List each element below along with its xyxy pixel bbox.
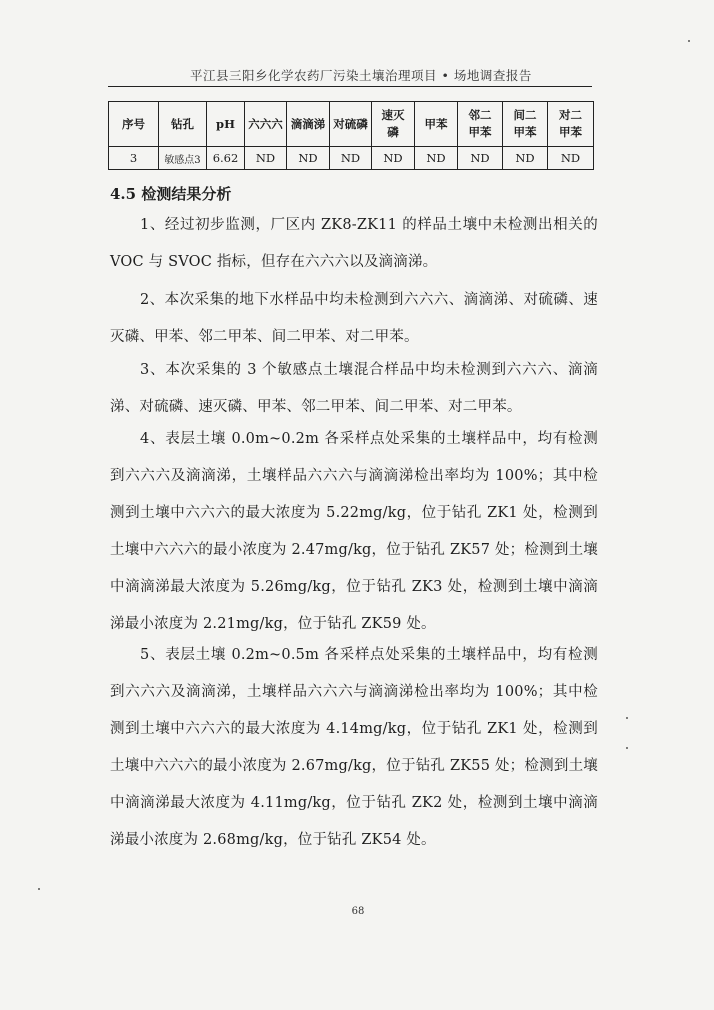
table-cell: ND xyxy=(548,147,594,170)
scan-speck xyxy=(626,717,628,719)
table-header-cell: 甲苯 xyxy=(415,102,458,147)
scan-speck xyxy=(688,40,690,42)
results-table xyxy=(108,101,594,170)
table-header-cell: 对二甲苯 xyxy=(548,102,594,147)
section-heading: 4.5 检测结果分析 xyxy=(110,185,232,203)
table-cell: 3 xyxy=(109,147,159,170)
table-header-row xyxy=(109,102,594,147)
table-header-cell: 六六六 xyxy=(245,102,287,147)
scan-speck xyxy=(626,747,628,749)
table-cell: ND xyxy=(245,147,287,170)
table-header-cell: 速灭磷 xyxy=(372,102,415,147)
scan-speck xyxy=(38,888,40,890)
table-cell: 6.62 xyxy=(207,147,245,170)
table-cell: ND xyxy=(415,147,458,170)
page-number: 68 xyxy=(351,906,365,917)
table-header-cell: 滴滴涕 xyxy=(287,102,330,147)
table-cell: ND xyxy=(503,147,548,170)
table-header-cell: 邻二甲苯 xyxy=(458,102,503,147)
table-cell: ND xyxy=(287,147,330,170)
header-rule xyxy=(108,86,592,87)
paragraph-2: 2、本次采集的地下水样品中均未检测到六六六、滴滴涕、对硫磷、速灭磷、甲苯、邻二甲苯、间二甲苯、对二甲苯。 xyxy=(110,292,598,345)
paragraph-4: 4、表层土壤 0.0m~0.2m 各采样点处采集的土壤样品中，均有检测到六六六及滴滴涕，土壤样品六六六与滴滴涕检出率均为 100%；其中检测到土壤中六六六的最大浓度为 5.22mg/kg，位于钻孔 ZK1 处，检测到土壤中六六六的最小浓度为 2.47mg/kg，位于钻孔 ZK57 处；检测到土壤中滴滴涕最大浓度为 5.26mg/kg，位于钻孔 ZK3 处，检测到土壤中滴滴涕最小浓度为 2.21mg/kg，位于钻孔 ZK59 处。 xyxy=(110,431,598,632)
table-row xyxy=(109,147,594,170)
table-header-cell: 序号 xyxy=(109,102,159,147)
paragraph-5: 5、表层土壤 0.2m~0.5m 各采样点处采集的土壤样品中，均有检测到六六六及滴滴涕，土壤样品六六六与滴滴涕检出率均为 100%；其中检测到土壤中六六六的最大浓度为 4.14mg/kg，位于钻孔 ZK1 处，检测到土壤中六六六的最小浓度为 2.67mg/kg，位于钻孔 ZK55 处；检测到土壤中滴滴涕最大浓度为 4.11mg/kg，位于钻孔 ZK2 处，检测到土壤中滴滴涕最小浓度为 2.68mg/kg，位于钻孔 ZK54 处。 xyxy=(110,647,598,848)
table-header-cell: pH xyxy=(207,102,245,147)
table-header-cell: 钻孔 xyxy=(159,102,207,147)
table-cell: 敏感点3 xyxy=(159,147,207,170)
table-header-cell: 对硫磷 xyxy=(330,102,372,147)
table-cell: ND xyxy=(458,147,503,170)
table-cell: ND xyxy=(372,147,415,170)
table-cell: ND xyxy=(330,147,372,170)
table-header-cell: 间二甲苯 xyxy=(503,102,548,147)
paragraph-1: 1、经过初步监测，厂区内 ZK8-ZK11 的样品土壤中未检测出相关的 VOC 与 SVOC 指标，但存在六六六以及滴滴涕。 xyxy=(110,217,598,270)
paragraph-3: 3、本次采集的 3 个敏感点土壤混合样品中均未检测到六六六、滴滴涕、对硫磷、速灭磷、甲苯、邻二甲苯、间二甲苯、对二甲苯。 xyxy=(110,362,598,415)
running-header: 平江县三阳乡化学农药厂污染土壤治理项目 • 场地调查报告 xyxy=(190,68,532,83)
